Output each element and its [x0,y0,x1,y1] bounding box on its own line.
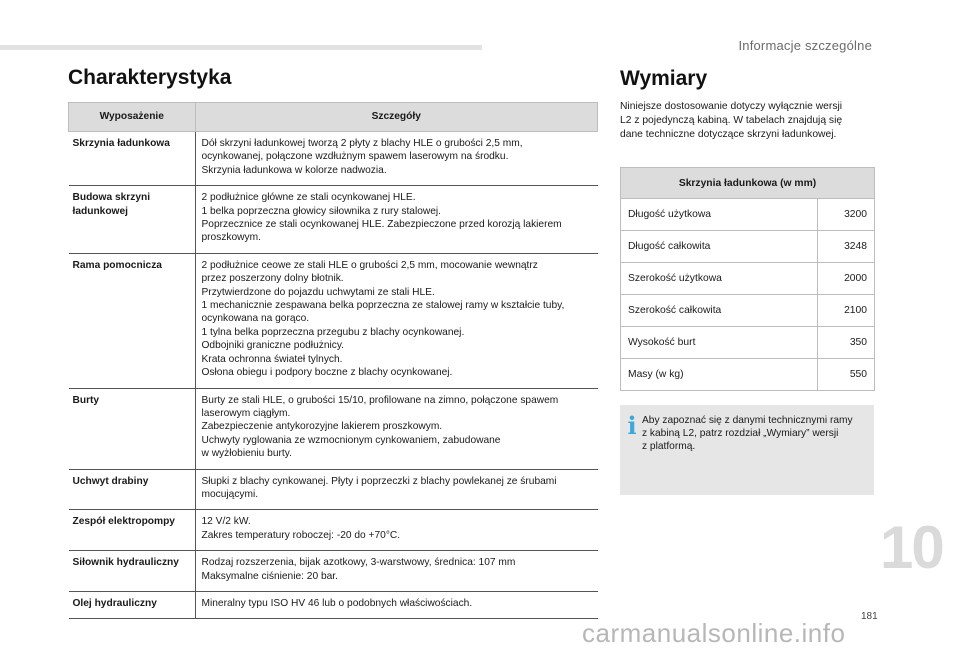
dimension-label: Długość użytkowa [621,199,818,231]
dimensions-body [621,199,875,391]
table-row [621,231,875,263]
detail-line: Burty ze stali HLE, o grubości 15/10, profilowane na zimno, połączone spawem [201,394,559,406]
row-label [69,591,196,618]
detail-line: 1 mechanicznie zespawana belka poprzeczna ze stalowej ramy w kształcie tuby, [201,300,565,312]
dimension-value: 350 [818,327,875,359]
intro-line: Niniejsze dostosowanie dotyczy wyłącznie wersji [620,101,843,112]
dimension-value: 2000 [818,263,875,295]
page-number: 181 [861,611,878,622]
detail-line: proszkowym. [201,232,261,244]
detail-line: Mineralny typu ISO HV 46 lub o podobnych właściwościach. [201,597,473,609]
column-header-equipment: Wyposażenie [69,103,196,132]
detail-line: Zakres temperatury roboczej: -20 do +70°C. [201,529,401,541]
row-label-line: Siłownik hydrauliczny [72,557,179,569]
detail-line: 2 podłużnice ceowe ze stali HLE o grubości 2,5 mm, mocowanie wewnątrz [201,259,538,271]
row-details [195,253,598,388]
table-row [69,510,598,551]
table-row [621,199,875,231]
table-row [69,132,598,186]
detail-line: Krata ochronna świateł tylnych. [201,353,343,365]
table-row [69,591,598,618]
dimension-value: 3200 [818,199,875,231]
detail-line: Maksymalne ciśnienie: 20 bar. [201,570,338,582]
row-label-line: Budowa skrzyni [72,192,151,204]
detail-line: ocynkowana na gorąco. [201,313,310,325]
row-label [69,132,196,186]
table-row [69,186,598,254]
dimensions-table [620,167,875,391]
detail-line: Słupki z blachy cynkowanej. Płyty i poprzeczki z blachy powlekanej ze śrubami [201,475,557,487]
info-line: z platformą. [642,441,696,453]
row-label [69,253,196,388]
header-rule [0,45,482,50]
dimensions-title: Wymiary [620,67,708,90]
row-details [195,551,598,592]
detail-line: w wyżłobieniu burty. [201,448,292,460]
table-row [69,253,598,388]
row-details [195,388,598,469]
row-label-line: Burty [72,394,100,406]
detail-line: Poprzecznice ze stali ocynkowanej HLE. Zabezpieczone przed korozją lakierem [201,219,562,231]
detail-line: Rodzaj rozszerzenia, bijak azotkowy, 3-warstwowy, średnica: 107 mm [201,557,516,569]
detail-line: Skrzynia ładunkowa w kolorze nadwozia. [201,164,387,176]
dimension-value: 3248 [818,231,875,263]
info-text [642,414,870,454]
intro-line: dane techniczne dotyczące skrzyni ładunkowej. [620,129,837,140]
row-details [195,591,598,618]
row-label [69,186,196,254]
dimensions-header-row [621,168,875,199]
detail-line: Przytwierdzone do pojazdu uchwytami ze stali HLE. [201,286,435,298]
row-label [69,551,196,592]
intro-line: L2 z pojedynczą kabiną. W tabelach znajdują się [620,115,843,126]
detail-line: Zabezpieczenie antykorozyjne lakierem proszkowym. [201,421,443,433]
dimension-value: 2100 [818,295,875,327]
info-icon: i [627,411,637,440]
column-header-details: Szczegóły [195,103,598,132]
detail-line: 12 V/2 kW. [201,516,251,528]
row-label-line: Uchwyt drabiny [72,475,149,487]
characteristics-body [69,132,598,619]
table-row [69,469,598,510]
row-details [195,186,598,254]
detail-line: 1 tylna belka poprzeczna przegubu z blachy ocynkowanej. [201,326,465,338]
row-details [195,510,598,551]
table-row [621,327,875,359]
row-label [69,469,196,510]
row-label-line: Skrzynia ładunkowa [72,138,170,149]
characteristics-table [68,102,598,619]
dimension-label: Szerokość użytkowa [621,263,818,295]
row-details [195,469,598,510]
detail-line: przez poszerzony dolny błotnik. [201,273,344,285]
detail-line: mocującymi. [201,488,259,500]
detail-line: laserowym ciągłym. [201,407,291,419]
chapter-number: 10 [880,514,943,581]
dimensions-table-header: Skrzynia ładunkowa (w mm) [621,168,875,199]
detail-line: Odbojniki graniczne podłużnicy. [201,340,345,352]
row-label-line: Olej hydrauliczny [72,597,157,609]
info-line: z kabiną L2, patrz rozdział „Wymiary” wersji [642,428,839,440]
chapter-title: Informacje szczególne [738,38,872,53]
row-label-line: ładunkowej [72,205,128,217]
dimensions-intro [620,100,882,142]
table-row [69,551,598,592]
watermark-text: carmanualsonline.info [582,618,846,648]
detail-line: 2 podłużnice główne ze stali ocynkowanej HLE. [201,192,416,204]
row-label-line: Rama pomocnicza [72,259,162,271]
detail-line: 1 belka poprzeczna głowicy siłownika z rury stalowej. [201,205,442,217]
row-label [69,388,196,469]
table-row [621,359,875,391]
detail-line: Osłona obiegu i podpory boczne z blachy ocynkowanej. [201,367,453,379]
table-row [69,388,598,469]
dimension-label: Wysokość burt [621,327,818,359]
detail-line: Dół skrzyni ładunkowej tworzą 2 płyty z blachy HLE o grubości 2,5 mm, [201,138,523,149]
dimension-label: Szerokość całkowita [621,295,818,327]
info-note [620,405,874,495]
row-details [195,132,598,186]
table-row [621,295,875,327]
row-label-line: Zespół elektropompy [72,516,175,528]
row-label [69,510,196,551]
info-line: Aby zapoznać się z danymi technicznymi ramy [642,415,853,426]
table-row [621,263,875,295]
detail-line: Uchwyty ryglowania ze wzmocnionym cynkowaniem, zabudowane [201,434,501,446]
detail-line: ocynkowanej, połączone wzdłużnym spawem laserowym na środku. [201,151,509,163]
characteristics-header-row [69,103,598,132]
characteristics-title: Charakterystyka [68,66,232,89]
dimension-label: Masy (w kg) [621,359,818,391]
dimension-label: Długość całkowita [621,231,818,263]
dimension-value: 550 [818,359,875,391]
